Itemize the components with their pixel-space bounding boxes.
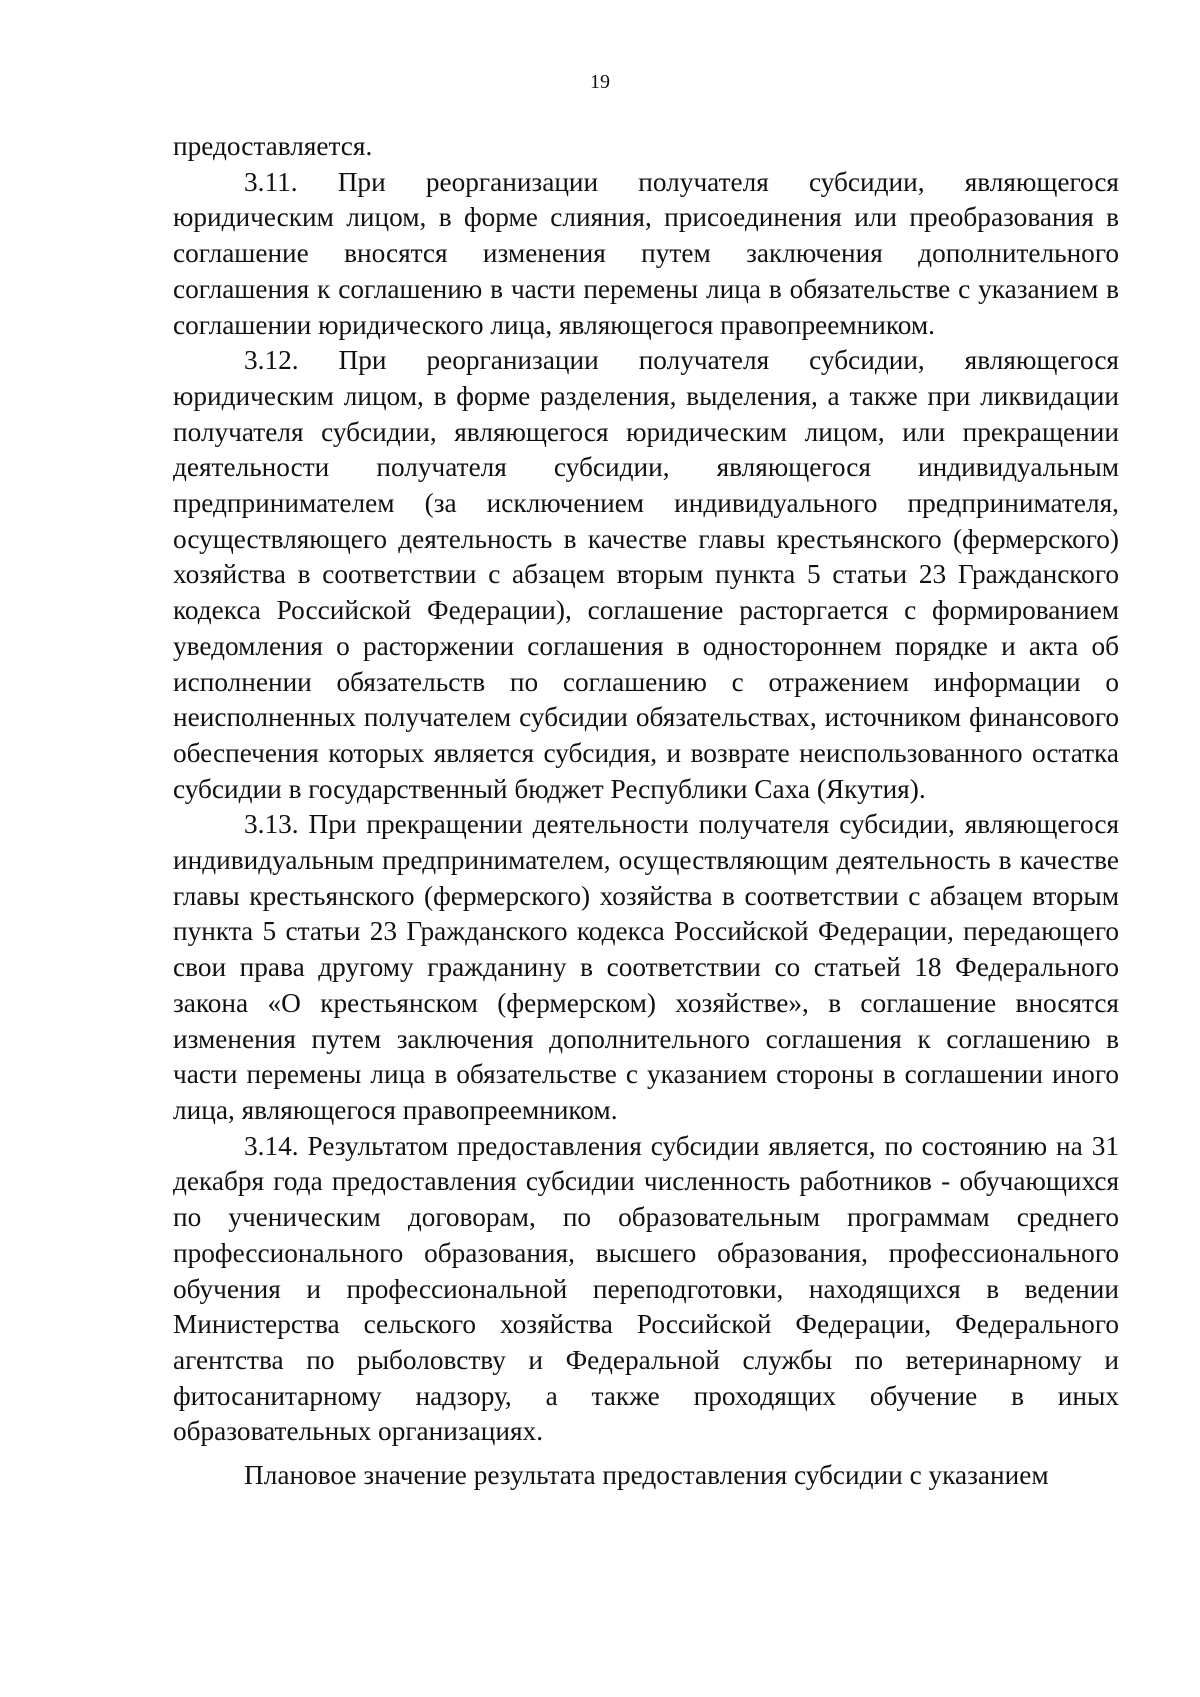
page-number: 19 bbox=[590, 71, 610, 93]
paragraph-3-14: 3.14. Результатом предоставления субсидии является, по состоянию на 31 декабря года предоставления субсидии численность работников - обучающихся по ученическим договорам, по образовательным программам среднего профессионального образования, высшего образования, профессионального обучения и профессиональной переподготовки, находящихся в ведении Министерства сельского хозяйства Российской Федерации, Федерального агентства по рыболовству и Федеральной службы по ветеринарному и фитосанитарному надзору, а также проходящих обучение в иных образовательных организациях. bbox=[173, 1130, 1119, 1447]
paragraph-3-11: 3.11. При реорганизации получателя субсидии, являющегося юридическим лицом, в форме слияния, присоединения или преобразования в соглашение вносятся изменения путем заключения дополнительного соглашения к соглашению в части перемены лица в обязательстве с указанием в соглашении юридического лица, являющегося правопреемником. bbox=[173, 166, 1119, 340]
paragraph-continuation: предоставляется. bbox=[173, 131, 373, 161]
paragraph-3-12: 3.12. При реорганизации получателя субсидии, являющегося юридическим лицом, в форме разделения, выделения, а также при ликвидации получателя субсидии, являющегося юридическим лицом, или прекращении деятельности получателя субсидии, являющегося индивидуальным предпринимателем (за исключением индивидуального предпринимателя, осуществляющего деятельность в качестве главы крестьянского (фермерского) хозяйства в соответствии с абзацем вторым пункта 5 статьи 23 Гражданского кодекса Российской Федерации), соглашение расторгается с формированием уведомления о расторжении соглашения в одностороннем порядке и акта об исполнении обязательств по соглашению с отражением информации о неисполненных получателем субсидии обязательствах, источником финансового обеспечения которых является субсидия, и возврате неиспользованного остатка субсидии в государственный бюджет Республики Саха (Якутия). bbox=[173, 345, 1119, 804]
document-body bbox=[173, 129, 1119, 1494]
paragraph-3-13: 3.13. При прекращении деятельности получателя субсидии, являющегося индивидуальным предпринимателем, осуществляющим деятельность в качестве главы крестьянского (фермерского) хозяйства в соответствии с абзацем вторым пункта 5 статьи 23 Гражданского кодекса Российской Федерации, передающего свои права другому гражданину в соответствии со статьей 18 Федерального закона «О крестьянском (фермерском) хозяйстве», в соглашение вносятся изменения путем заключения дополнительного соглашения к соглашению в части перемены лица в обязательстве с указанием стороны в соглашении иного лица, являющегося правопреемником. bbox=[173, 809, 1119, 1125]
paragraph-planned-value: Плановое значение результата предоставления субсидии с указанием bbox=[244, 1460, 1049, 1491]
